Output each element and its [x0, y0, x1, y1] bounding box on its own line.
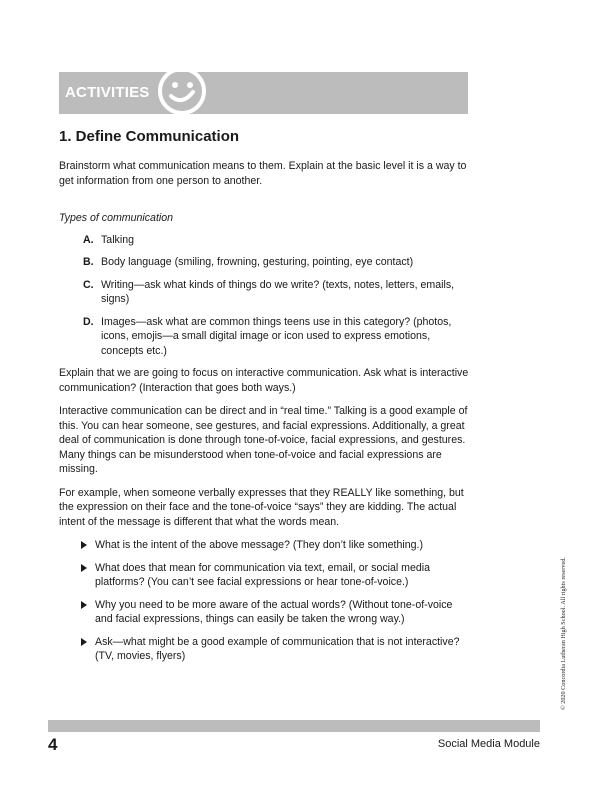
list-item-text: Ask—what might be a good example of communication that is not interactive? (TV, movies, flyers)	[95, 635, 460, 662]
smiley-face-icon	[157, 66, 207, 116]
copyright-notice: © 2020 Concordia Lutheran High School. All rights reserved.	[560, 557, 567, 710]
triangle-bullet-icon	[81, 601, 87, 609]
types-subheading: Types of communication	[59, 212, 174, 224]
triangle-bullet-icon	[81, 638, 87, 646]
list-marker: D.	[83, 315, 94, 328]
banner-title: ACTIVITIES	[65, 84, 150, 101]
activities-banner	[59, 72, 468, 114]
questions-list	[59, 538, 469, 664]
list-item	[59, 315, 469, 359]
triangle-bullet-icon	[81, 564, 87, 572]
list-marker: A.	[83, 233, 94, 246]
footer-bar	[48, 720, 540, 732]
list-marker: C.	[83, 278, 94, 291]
list-item	[59, 255, 469, 270]
list-marker: B.	[83, 256, 94, 268]
paragraph: For example, when someone verbally expresses that they REALLY like something, but the expression on their face and the tone-of-voice “says” they are kidding. The actual intent of the message is different that what the words mean.	[59, 486, 464, 528]
list-item	[59, 635, 469, 664]
list-item-text: What does that mean for communication via text, email, or social media platforms? (You can’t see facial expressions or hear tone-of-voice.)	[95, 561, 431, 588]
list-item-text: Why you need to be more aware of the actual words? (Without tone-of-voice and facial expressions, things can easily be taken the wrong way.)	[95, 598, 453, 625]
types-list	[59, 233, 469, 359]
list-item-text: Talking	[101, 233, 134, 246]
section-heading: 1. Define Communication	[59, 128, 240, 145]
list-item	[59, 538, 469, 553]
list-item	[59, 598, 469, 627]
list-item-text: Images—ask what are common things teens use in this category? (photos, icons, emojis—a small digital image or icon used to express emotions, concepts etc.)	[101, 315, 452, 357]
main-content	[59, 127, 469, 672]
list-item	[59, 278, 469, 307]
list-item	[59, 233, 469, 248]
triangle-bullet-icon	[81, 541, 87, 549]
module-name: Social Media Module	[437, 738, 540, 750]
paragraph: Interactive communication can be direct and in “real time.” Talking is a good example of this. You can hear someone, see gestures, and facial expressions. Additionally, a great deal of communication is done through tone-of-voice, facial expressions, and gestures. Many things can be misunderstood when tone-of-voice and facial expressions are missing.	[59, 405, 468, 475]
intro-paragraph: Brainstorm what communication means to them. Explain at the basic level it is a way to get information from one person to another.	[59, 160, 467, 187]
list-item-text: Writing—ask what kinds of things do we write? (texts, notes, letters, emails, signs)	[101, 278, 455, 305]
list-item	[59, 561, 469, 590]
list-item-text: What is the intent of the above message? (They don’t like something.)	[95, 539, 423, 551]
paragraph: Explain that we are going to focus on interactive communication. Ask what is interactive communication? (Interaction that goes both ways.)	[59, 367, 469, 394]
page-number: 4	[48, 735, 58, 754]
list-item-text: Body language (smiling, frowning, gesturing, pointing, eye contact)	[101, 256, 414, 268]
